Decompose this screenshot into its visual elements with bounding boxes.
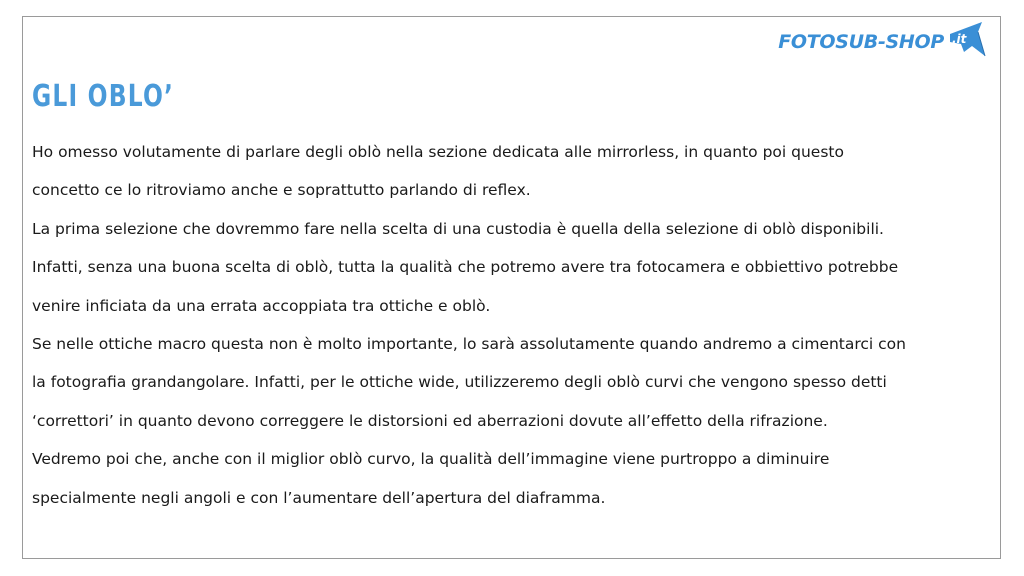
text-line: venire inficiata da una errata accoppiata tra ottiche e oblò.: [32, 296, 491, 315]
text-line: concetto ce lo ritroviamo anche e soprattutto parlando di reflex.: [32, 181, 531, 200]
text-line: la fotografia grandangolare. Infatti, per le ottiche wide, utilizzeremo degli oblò curvi che vengono spesso detti: [32, 373, 887, 392]
slide-frame: [22, 16, 1001, 559]
text-line: Vedremo poi che, anche con il miglior oblò curvo, la qualità dell’immagine viene purtroppo a diminuire: [32, 450, 830, 469]
text-line: Se nelle ottiche macro questa non è molto importante, lo sarà assolutamente quando andremo a cimentarci con: [32, 334, 906, 353]
text-line: Infatti, senza una buona scelta di oblò, tutta la qualità che potremo avere tra fotocamera e obbiettivo potrebbe: [32, 258, 899, 277]
text-line: Ho omesso volutamente di parlare degli oblò nella sezione dedicata alle mirrorless, in quanto poi questo: [32, 143, 844, 161]
text-line: ‘correttori’ in quanto devono correggere le distorsioni ed aberrazioni dovute all’effetto della rifrazione.: [32, 411, 828, 430]
text-line: specialmente negli angoli e con l’aumentare dell’apertura del diaframma.: [32, 488, 606, 507]
logo-tld: .it: [952, 32, 967, 46]
manta-ray-icon: [948, 20, 986, 60]
fotosub-shop-logo: [778, 19, 986, 61]
text-line: La prima selezione che dovremmo fare nella scelta di una custodia è quella della selezione di oblò disponibili.: [32, 219, 884, 238]
page-title: GLI OBLO’: [32, 79, 175, 114]
body-text: [32, 133, 994, 517]
logo-text: FOTOSUB-SHOP: [778, 31, 944, 53]
